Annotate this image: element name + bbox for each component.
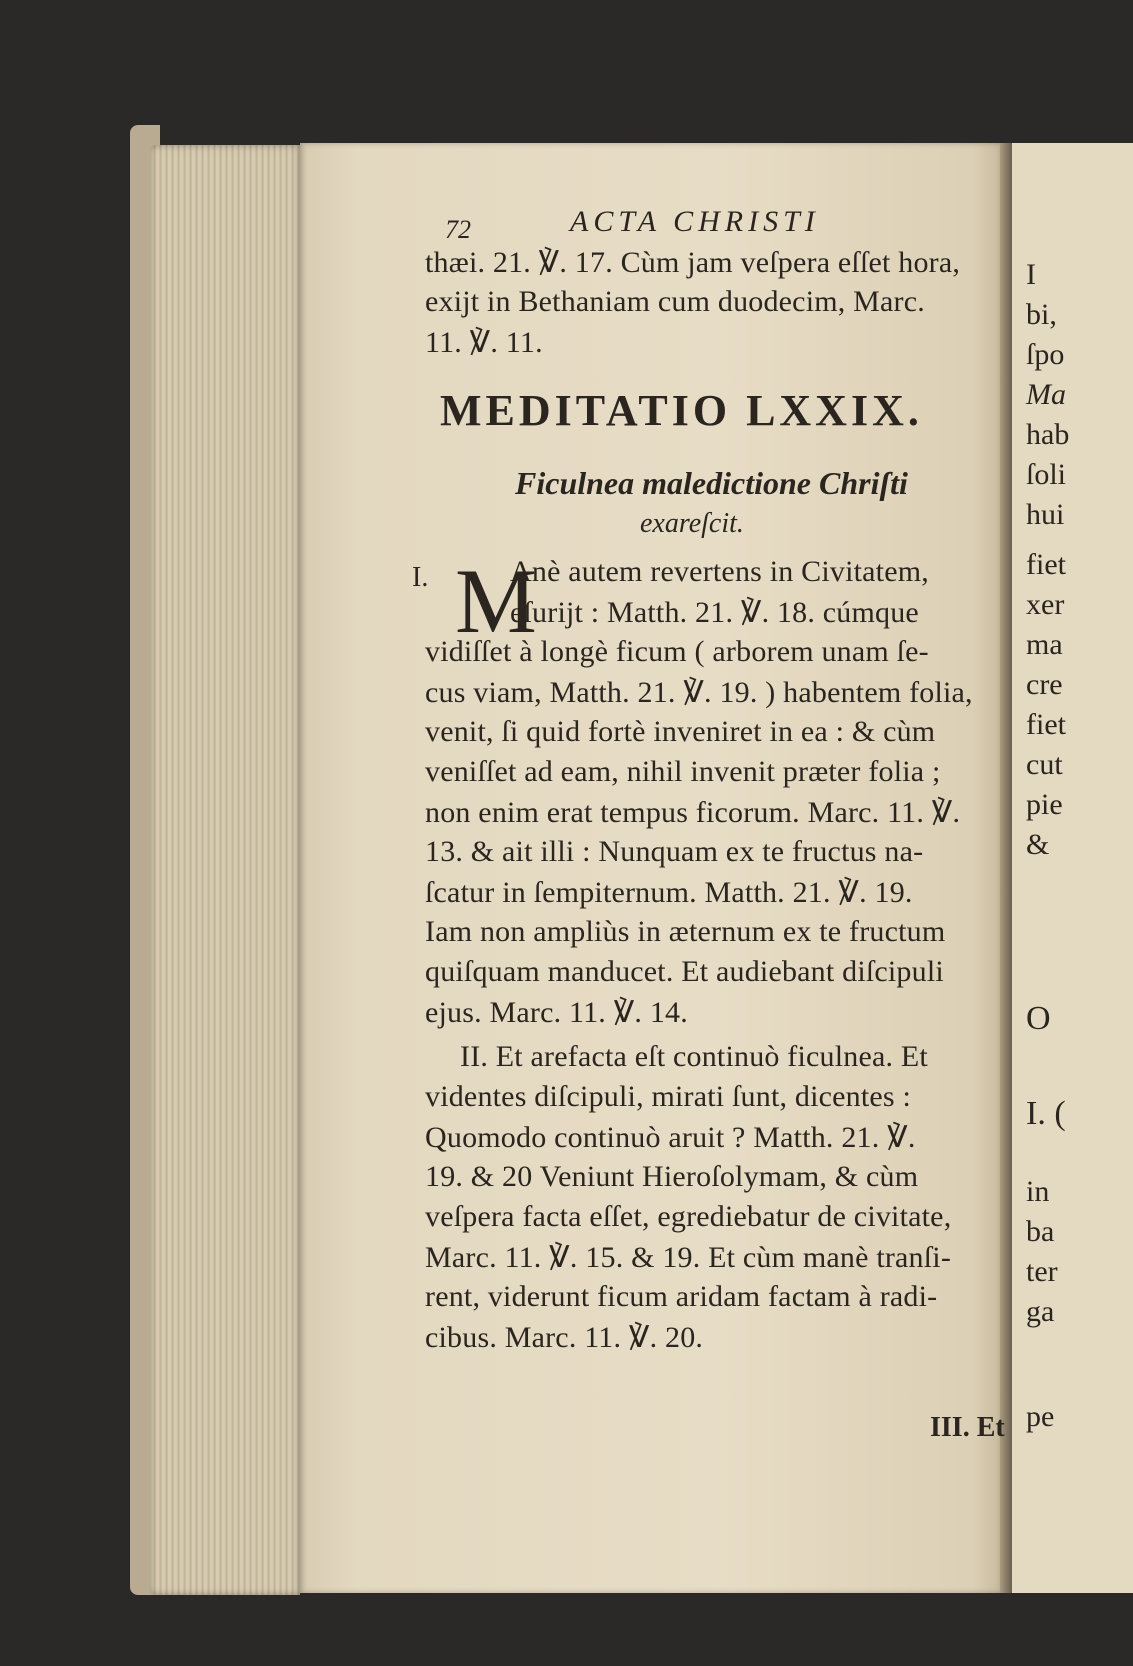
next-page-fragment: ba [1026, 1215, 1055, 1248]
body-line: veſpera facta eſſet, egrediebatur de civitate, [425, 1200, 952, 1233]
intro-line: thæi. 21. ℣. 17. Cùm jam veſpera eſſet hora, [425, 246, 961, 279]
page-edges [150, 145, 300, 1595]
book-gutter [1000, 143, 1012, 1593]
next-page-fragment: O [1026, 1000, 1051, 1037]
next-page-fragment: pe [1026, 1400, 1055, 1433]
next-page-fragment: ma [1026, 628, 1063, 661]
next-page-fragment: ter [1026, 1255, 1058, 1288]
next-page-fragment: & [1026, 828, 1050, 861]
body-line: rent, viderunt ficum aridam factam à radi- [425, 1280, 938, 1313]
next-page-fragment: xer [1026, 588, 1065, 621]
meditation-subtitle: Ficulnea maledictione Chriſti [515, 465, 908, 501]
body-line: II. Et arefacta eſt continuò ficulnea. Et [460, 1040, 928, 1073]
next-page-fragment: ga [1026, 1295, 1055, 1328]
next-page-fragment: cre [1026, 668, 1063, 701]
body-line: eſurijt : Matth. 21. ℣. 18. cúmque [510, 596, 919, 629]
next-page-fragment: I [1026, 258, 1036, 291]
intro-line: 11. ℣. 11. [425, 326, 543, 359]
body-line: Marc. 11. ℣. 15. & 19. Et cùm manè tranſi- [425, 1241, 952, 1274]
catchword: III. Et [930, 1412, 1005, 1443]
next-page-fragment: hab [1026, 418, 1070, 451]
meditation-subtitle-cont: exareſcit. [640, 508, 744, 539]
next-page-fragment: hui [1026, 498, 1065, 531]
body-line: cibus. Marc. 11. ℣. 20. [425, 1321, 704, 1354]
section-numeral: I. [412, 562, 429, 593]
running-title: ACTA CHRISTI [570, 205, 820, 238]
body-line: videntes diſcipuli, mirati ſunt, dicentes : [425, 1080, 912, 1113]
body-line: quiſquam manducet. Et audiebant diſcipuli [425, 955, 944, 988]
body-line: ejus. Marc. 11. ℣. 14. [425, 996, 688, 1029]
body-line: vidiſſet à longè ficum ( arborem unam ſe- [425, 635, 929, 668]
next-page-fragment: I. ( [1026, 1095, 1066, 1132]
body-line: Iam non ampliùs in æternum ex te fructum [425, 915, 946, 948]
next-page-fragment: bi, [1026, 298, 1057, 331]
page-number: 72 [445, 215, 471, 244]
body-line: 19. & 20 Veniunt Hieroſolymam, & cùm [425, 1160, 919, 1193]
next-page-fragment: Ma [1026, 378, 1066, 411]
body-line: Quomodo continuò aruit ? Matth. 21. ℣. [425, 1121, 916, 1154]
next-page-fragment: fiet [1026, 708, 1066, 741]
body-line: venit, ſi quid fortè inveniret in ea : & cùm [425, 715, 936, 748]
next-page-fragment: ſoli [1026, 458, 1067, 491]
meditation-title: MEDITATIO LXXIX. [440, 386, 923, 435]
next-page-fragment: ſpo [1026, 338, 1065, 371]
next-page-fragment: fiet [1026, 548, 1066, 581]
next-page-fragment: pie [1026, 788, 1063, 821]
body-line: ſcatur in ſempiternum. Matth. 21. ℣. 19. [425, 876, 913, 909]
body-line: Anè autem revertens in Civitatem, [510, 555, 929, 588]
body-line: cus viam, Matth. 21. ℣. 19. ) habentem folia, [425, 676, 973, 709]
next-page-fragment: in [1026, 1175, 1050, 1208]
drop-capital: M [455, 550, 537, 652]
body-line: non enim erat tempus ficorum. Marc. 11. ℣. [425, 796, 961, 829]
next-page-fragment: cut [1026, 748, 1063, 781]
intro-line: exijt in Bethaniam cum duodecim, Marc. [425, 285, 925, 318]
body-line: 13. & ait illi : Nunquam ex te fructus na- [425, 835, 924, 868]
body-line: veniſſet ad eam, nihil invenit præter folia ; [425, 755, 941, 788]
